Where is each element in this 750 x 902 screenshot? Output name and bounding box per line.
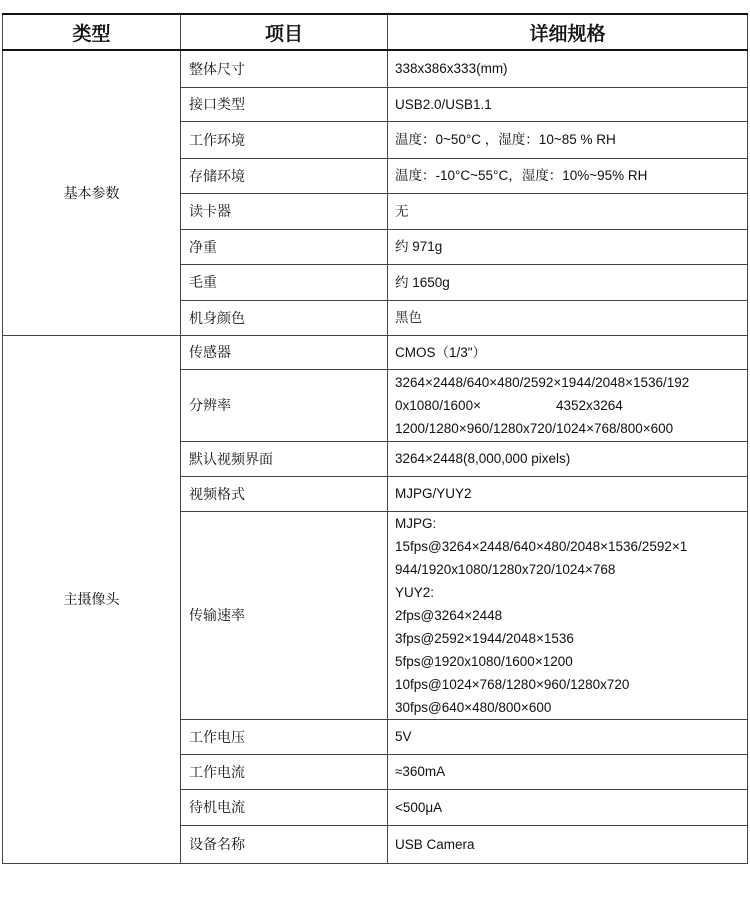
item-cell: 待机电流 [181, 789, 388, 825]
spec-value-line: 0x1080/1600× 4352x3264 [395, 397, 623, 413]
spec-value-line: MJPG: [395, 515, 437, 531]
category-cell: 基本参数 [3, 50, 181, 335]
spec-value-cell [388, 121, 748, 158]
item-cell: 工作环境 [181, 121, 388, 158]
item-cell: 默认视频界面 [181, 441, 388, 476]
item-cell: 净重 [181, 229, 388, 264]
spec-value-cell [388, 87, 748, 121]
spec-value-cell [388, 789, 748, 825]
table-body [3, 50, 748, 863]
spec-value-line: <500μA [395, 799, 443, 815]
spec-value-line: 无 [395, 203, 409, 219]
item-cell: 设备名称 [181, 825, 388, 863]
spec-value-cell [388, 264, 748, 300]
spec-value-line: 5fps@1920x1080/1600×1200 [395, 653, 573, 669]
spec-value-line: 约 1650g [395, 274, 450, 290]
spec-value-cell [388, 476, 748, 511]
spec-value-line: USB2.0/USB1.1 [395, 96, 492, 112]
spec-value-line: ≈360mA [395, 764, 446, 779]
spec-value-cell [388, 369, 748, 441]
spec-table [2, 13, 748, 864]
spec-value-line: MJPG/YUY2 [395, 486, 472, 501]
spec-value-line: 15fps@3264×2448/640×480/2048×1536/2592×1 [395, 538, 688, 554]
item-cell: 传输速率 [181, 511, 388, 719]
item-cell: 传感器 [181, 335, 388, 369]
spec-value-line: 5V [395, 729, 412, 744]
item-cell: 视频格式 [181, 476, 388, 511]
item-cell: 存储环境 [181, 158, 388, 193]
spec-value-cell [388, 825, 748, 863]
table-row [3, 335, 748, 369]
spec-value-line: 338x386x333(mm) [395, 61, 508, 77]
spec-value-cell [388, 335, 748, 369]
spec-value-line: YUY2: [395, 584, 435, 600]
spec-value-line: 3264×2448(8,000,000 pixels) [395, 451, 571, 466]
item-cell: 工作电流 [181, 754, 388, 789]
spec-value-cell [388, 229, 748, 264]
spec-value-line: 10fps@1024×768/1280×960/1280x720 [395, 676, 630, 692]
item-cell: 接口类型 [181, 87, 388, 121]
spec-value-cell [388, 511, 748, 719]
header-type: 类型 [3, 14, 181, 50]
spec-value-line: USB Camera [395, 836, 475, 852]
spec-value-line: 黑色 [395, 310, 422, 325]
spec-value-line: CMOS（1/3"） [395, 344, 487, 360]
spec-value-cell [388, 193, 748, 229]
spec-value-line: 30fps@640×480/800×600 [395, 699, 552, 715]
spec-value-cell [388, 754, 748, 789]
item-cell: 分辨率 [181, 369, 388, 441]
spec-value-line: 2fps@3264×2448 [395, 607, 503, 623]
spec-value-line: 约 971g [395, 239, 443, 254]
spec-value-line: 3fps@2592×1944/2048×1536 [395, 630, 574, 646]
header-item: 项目 [181, 14, 388, 50]
spec-value-cell [388, 719, 748, 754]
spec-value-line: 温度：0~50°C ，湿度：10~85 % RH [395, 132, 616, 147]
spec-value-line: 温度：-10°C~55°C，湿度：10%~95% RH [395, 168, 648, 183]
item-cell: 读卡器 [181, 193, 388, 229]
table-row [3, 50, 748, 87]
item-cell: 工作电压 [181, 719, 388, 754]
item-cell: 整体尺寸 [181, 50, 388, 87]
spec-value-cell [388, 158, 748, 193]
item-cell: 机身颜色 [181, 300, 388, 335]
spec-value-cell [388, 441, 748, 476]
item-cell: 毛重 [181, 264, 388, 300]
spec-value-line: 1200/1280×960/1280x720/1024×768/800×600 [395, 420, 674, 436]
spec-value-line: 3264×2448/640×480/2592×1944/2048×1536/192 [395, 374, 690, 390]
table-header-row [3, 14, 748, 50]
spec-value-cell [388, 300, 748, 335]
category-cell: 主摄像头 [3, 335, 181, 863]
header-spec: 详细规格 [388, 14, 748, 50]
spec-value-cell [388, 50, 748, 87]
spec-value-line: 944/1920x1080/1280x720/1024×768 [395, 561, 616, 577]
